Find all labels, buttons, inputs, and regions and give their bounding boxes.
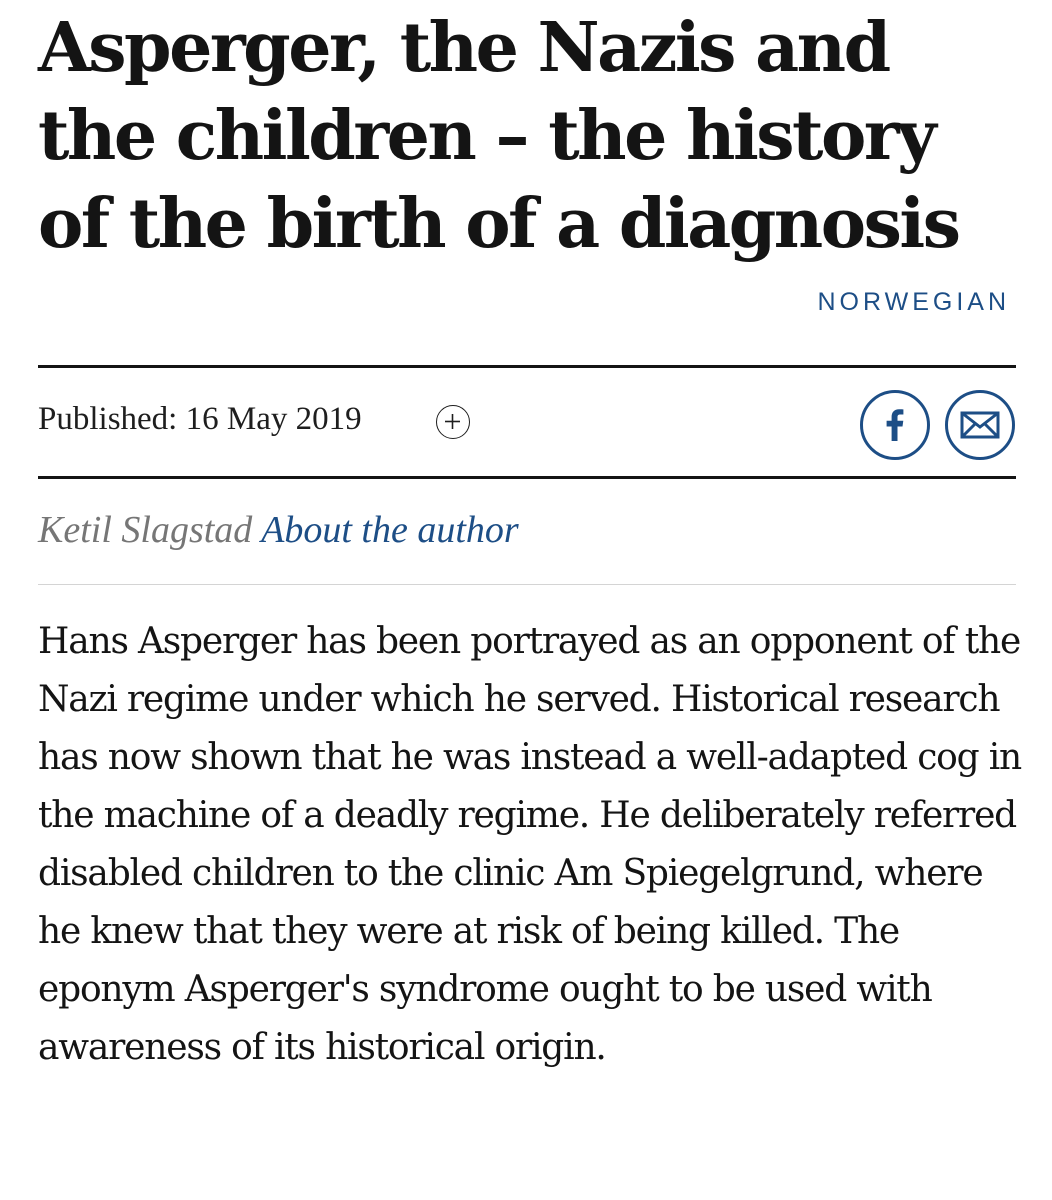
share-email-button[interactable] <box>945 390 1015 460</box>
divider-bottom <box>38 476 1016 479</box>
author-name: Ketil Slagstad <box>38 509 253 551</box>
language-link-norwegian[interactable]: NORWEGIAN <box>817 288 1010 316</box>
expand-dates-button[interactable] <box>436 405 470 439</box>
byline <box>38 508 519 552</box>
envelope-icon <box>948 393 1012 457</box>
plus-icon <box>437 406 468 437</box>
published-date: Published: 16 May 2019 <box>38 401 362 437</box>
divider-thin <box>38 584 1016 585</box>
article-title: Asperger, the Nazis and the children – the history of the birth of a diagnosis <box>38 8 959 264</box>
article-meta <box>38 368 1016 478</box>
facebook-icon <box>863 393 927 457</box>
article-page <box>38 0 1022 1068</box>
share-facebook-button[interactable] <box>860 390 930 460</box>
article-lead: Hans Asperger has been portrayed as an opponent of the Nazi regime under which he served. Historical research has now shown that he was instead a well-adapted cog in the machine of a deadly regime. He deliberately referred disabled children to the clinic Am Spiegelgrund, where he knew that they were at risk of being killed. The eponym Asperger's syndrome ought to be used with awareness of its historical origin. <box>38 621 1022 1068</box>
language-row <box>38 268 1016 324</box>
about-author-link[interactable]: About the author <box>261 509 519 551</box>
